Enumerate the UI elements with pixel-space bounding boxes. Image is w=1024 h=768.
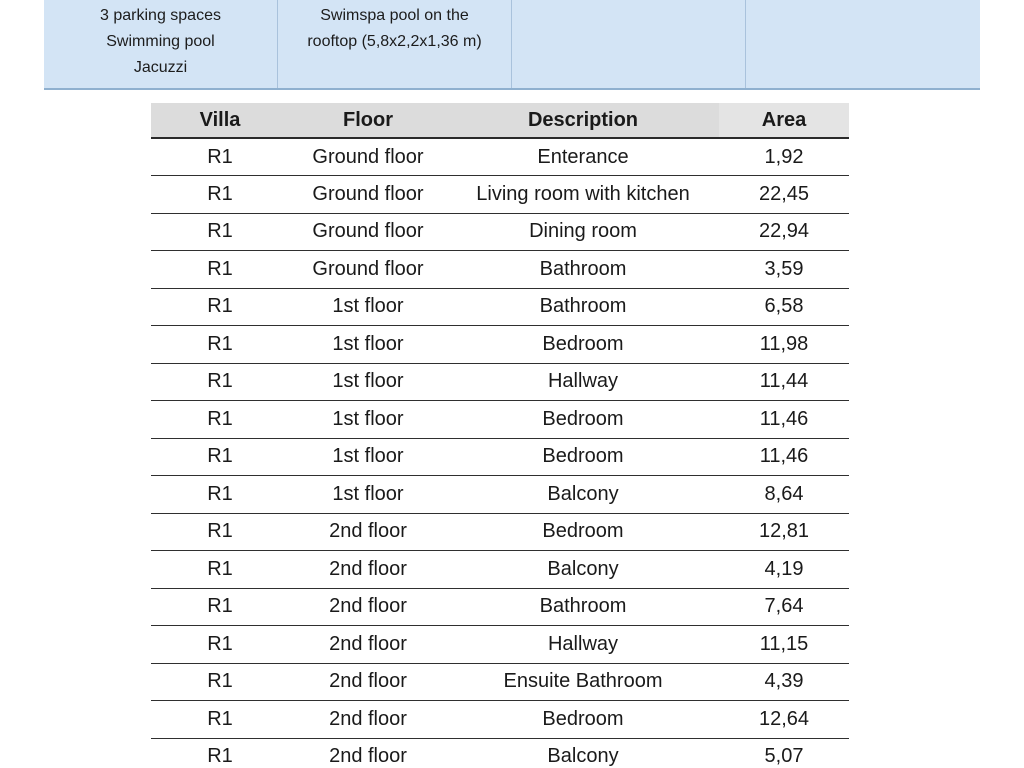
table-row <box>151 213 849 251</box>
cell-floor: 2nd floor <box>289 588 447 626</box>
cell-area: 11,46 <box>719 401 849 439</box>
cell-area: 4,19 <box>719 551 849 589</box>
cell-floor: Ground floor <box>289 213 447 251</box>
cell-villa: R1 <box>151 663 289 701</box>
cell-villa: R1 <box>151 251 289 289</box>
cell-villa: R1 <box>151 288 289 326</box>
cell-floor: 1st floor <box>289 438 447 476</box>
cell-area: 3,59 <box>719 251 849 289</box>
cell-area: 5,07 <box>719 738 849 768</box>
features-cell-amenities <box>44 0 278 88</box>
table-body <box>151 138 849 768</box>
features-band <box>44 0 980 90</box>
features-cell-empty <box>512 0 746 88</box>
cell-area: 7,64 <box>719 588 849 626</box>
cell-floor: 2nd floor <box>289 513 447 551</box>
feature-line: rooftop (5,8x2,2x1,36 m) <box>307 33 482 50</box>
table-row <box>151 401 849 439</box>
cell-description: Balcony <box>447 476 719 514</box>
cell-area: 12,64 <box>719 701 849 739</box>
cell-villa: R1 <box>151 738 289 768</box>
cell-area: 22,45 <box>719 176 849 214</box>
cell-description: Enterance <box>447 138 719 176</box>
cell-villa: R1 <box>151 363 289 401</box>
cell-floor: 2nd floor <box>289 551 447 589</box>
cell-villa: R1 <box>151 213 289 251</box>
table-row <box>151 251 849 289</box>
table-row <box>151 738 849 768</box>
header-description: Description <box>447 103 719 138</box>
table-row <box>151 588 849 626</box>
cell-floor: Ground floor <box>289 176 447 214</box>
cell-floor: 1st floor <box>289 401 447 439</box>
table-row <box>151 288 849 326</box>
rooms-area-table <box>151 103 849 768</box>
table-row <box>151 513 849 551</box>
cell-floor: 1st floor <box>289 476 447 514</box>
cell-villa: R1 <box>151 401 289 439</box>
cell-floor: 2nd floor <box>289 738 447 768</box>
table-row <box>151 176 849 214</box>
cell-description: Bedroom <box>447 701 719 739</box>
cell-description: Dining room <box>447 213 719 251</box>
cell-floor: 1st floor <box>289 363 447 401</box>
cell-villa: R1 <box>151 326 289 364</box>
header-floor: Floor <box>289 103 447 138</box>
cell-villa: R1 <box>151 438 289 476</box>
feature-line: Jacuzzi <box>133 59 188 76</box>
cell-floor: Ground floor <box>289 251 447 289</box>
header-area: Area <box>719 103 849 138</box>
table-header-row <box>151 103 849 138</box>
cell-description: Hallway <box>447 626 719 664</box>
cell-floor: 1st floor <box>289 326 447 364</box>
features-cell-pool <box>278 0 512 88</box>
cell-area: 11,44 <box>719 363 849 401</box>
cell-description: Bedroom <box>447 326 719 364</box>
cell-description: Balcony <box>447 551 719 589</box>
table-row <box>151 476 849 514</box>
cell-villa: R1 <box>151 476 289 514</box>
table-row <box>151 138 849 176</box>
features-cell-empty <box>746 0 980 88</box>
cell-villa: R1 <box>151 701 289 739</box>
feature-line: Swimspa pool on the <box>320 7 469 24</box>
cell-floor: 2nd floor <box>289 701 447 739</box>
feature-line: Swimming pool <box>106 33 215 50</box>
cell-villa: R1 <box>151 513 289 551</box>
cell-description: Bedroom <box>447 513 719 551</box>
cell-area: 8,64 <box>719 476 849 514</box>
table-row <box>151 551 849 589</box>
table-row <box>151 663 849 701</box>
cell-villa: R1 <box>151 588 289 626</box>
cell-description: Bedroom <box>447 401 719 439</box>
cell-floor: 1st floor <box>289 288 447 326</box>
cell-description: Living room with kitchen <box>447 176 719 214</box>
cell-area: 22,94 <box>719 213 849 251</box>
cell-floor: 2nd floor <box>289 663 447 701</box>
cell-area: 11,46 <box>719 438 849 476</box>
cell-area: 12,81 <box>719 513 849 551</box>
cell-description: Balcony <box>447 738 719 768</box>
cell-villa: R1 <box>151 138 289 176</box>
cell-floor: Ground floor <box>289 138 447 176</box>
cell-area: 1,92 <box>719 138 849 176</box>
cell-area: 11,98 <box>719 326 849 364</box>
cell-description: Bathroom <box>447 251 719 289</box>
cell-area: 4,39 <box>719 663 849 701</box>
cell-floor: 2nd floor <box>289 626 447 664</box>
cell-area: 11,15 <box>719 626 849 664</box>
cell-villa: R1 <box>151 176 289 214</box>
cell-description: Bedroom <box>447 438 719 476</box>
cell-description: Ensuite Bathroom <box>447 663 719 701</box>
cell-description: Bathroom <box>447 588 719 626</box>
table-row <box>151 701 849 739</box>
cell-description: Hallway <box>447 363 719 401</box>
feature-line: 3 parking spaces <box>100 7 221 24</box>
table-row <box>151 326 849 364</box>
table-row <box>151 438 849 476</box>
cell-villa: R1 <box>151 551 289 589</box>
header-villa: Villa <box>151 103 289 138</box>
table-row <box>151 626 849 664</box>
cell-villa: R1 <box>151 626 289 664</box>
cell-area: 6,58 <box>719 288 849 326</box>
cell-description: Bathroom <box>447 288 719 326</box>
table-row <box>151 363 849 401</box>
